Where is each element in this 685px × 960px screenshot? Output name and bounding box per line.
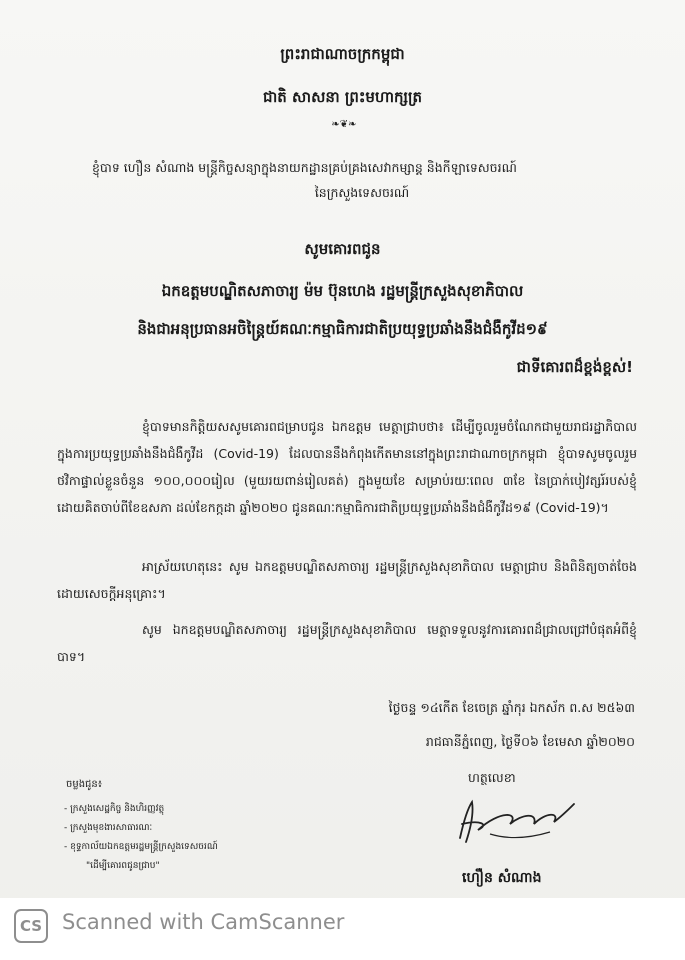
- sender-line-1: ខ្ញុំបាទ ហឿន សំណាង មន្ត្រីកិច្ចសន្យាក្នុងនាយកដ្ឋានគ្រប់គ្រងសេវាកម្សាន្ត និងកីឡាទេសចរណ៍: [92, 160, 517, 175]
- solar-date: រាជធានីភ្នំពេញ, ថ្ងៃទី០៦ ខែមេសា ឆ្នាំ២០២០: [425, 734, 635, 749]
- body-paragraph-3: សូម ឯកឧត្តមបណ្ឌិតសភាចារ្យ រដ្ឋមន្ត្រីក្រសួងសុខាភិបាល មេត្តាទទួលនូវការគោរពដ៏ជ្រាលជ្រៅបំផុតអំពីខ្ញុំបាទ។: [57, 621, 637, 664]
- cc-list: [64, 800, 218, 857]
- salutation: សូមគោរពជូន: [304, 240, 381, 258]
- body-paragraph-1: ខ្ញុំបាទមានកិត្តិយសសូមគោរពជម្រាបជូន ឯកឧត្តម មេត្តាជ្រាបថា៖ ដើម្បីចូលរួមចំណែកជាមួយរាជរដ្ឋាភិបាលក្នុងការប្រយុទ្ធប្រឆាំងនឹងជំងឺកូវីដ (Covid-19) ដែលបាននឹងកំពុងកើតមាននៅក្នុងព្រះរាជាណាចក្រកម្ពុជា ខ្ញុំបាទសូមចូលរួមថវិកាផ្ទាល់ខ្លួនចំនួន ១០០,០០០រៀល (មួយរយពាន់រៀលគត់) ក្នុងមួយខែ សម្រាប់រយៈពេល ៣ខែ នៃប្រាក់បៀវត្សរ៍របស់ខ្ញុំ ដោយគិតចាប់ពីខែឧសភា ដល់ខែកក្កដា ឆ្នាំ២០២០ ជូនគណៈកម្មាធិការជាតិប្រយុទ្ធប្រឆាំងនឹងជំងឺកូវីដ១៩ (Covid-19)។: [57, 418, 637, 515]
- recipient-line-2: និងជាអនុប្រធានអចិន្ត្រៃយ៍គណៈកម្មាធិការជាតិប្រយុទ្ធប្រឆាំងនឹងជំងឺកូវីដ១៩: [137, 320, 548, 338]
- cc-title: ចម្លងជូន៖: [66, 779, 103, 790]
- handwritten-signature: [450, 790, 580, 850]
- kingdom-heading: ព្រះរាជាណាចក្រកម្ពុជា: [280, 45, 405, 63]
- cc-item: - ក្រសួងសេដ្ឋកិច្ច និងហិរញ្ញវត្ថុ: [64, 800, 218, 819]
- sender-line-2: នៃក្រសួងទេសចរណ៍: [314, 185, 410, 200]
- ornament-divider: ❧❦❧: [331, 119, 357, 130]
- signature-label: ហត្ថលេខា: [468, 770, 516, 785]
- camscanner-watermark-text: Scanned with CamScanner: [62, 910, 345, 934]
- sender-line: [92, 155, 632, 205]
- recipient-line-3: ជាទីគោរពដ៏ខ្ពង់ខ្ពស់!: [516, 358, 633, 376]
- cc-item: - ខុទ្ទកាល័យឯកឧត្តមរដ្ឋមន្ត្រីក្រសួងទេសចរណ៍: [64, 838, 218, 857]
- recipient-line-1: ឯកឧត្តមបណ្ឌិតសភាចារ្យ ម៉ម ប៊ុនហេង រដ្ឋមន្ត្រីក្រសួងសុខាភិបាល: [161, 282, 524, 300]
- camscanner-logo-icon: CS: [14, 909, 48, 943]
- cc-note: "ដើម្បីគោរពជូនជ្រាប": [86, 861, 160, 871]
- lunar-date: ថ្ងៃចន្ទ ១៤កើត ខែចេត្រ ឆ្នាំកុរ ឯកស័ក ព.ស ២៥៦៣: [388, 700, 635, 715]
- national-motto: ជាតិ សាសនា ព្រះមហាក្សត្រ: [263, 88, 422, 106]
- cc-item: - ក្រសួងមុខងារសាធារណៈ: [64, 819, 218, 838]
- camscanner-footer: [0, 898, 685, 960]
- signer-name: ហឿន សំណាង: [462, 870, 542, 886]
- body-paragraph-2: អាស្រ័យហេតុនេះ សូម ឯកឧត្តមបណ្ឌិតសភាចារ្យ រដ្ឋមន្ត្រីក្រសួងសុខាភិបាល មេត្តាជ្រាប និងពិនិត្យចាត់ចែងដោយសេចក្តីអនុគ្រោះ។: [57, 558, 637, 601]
